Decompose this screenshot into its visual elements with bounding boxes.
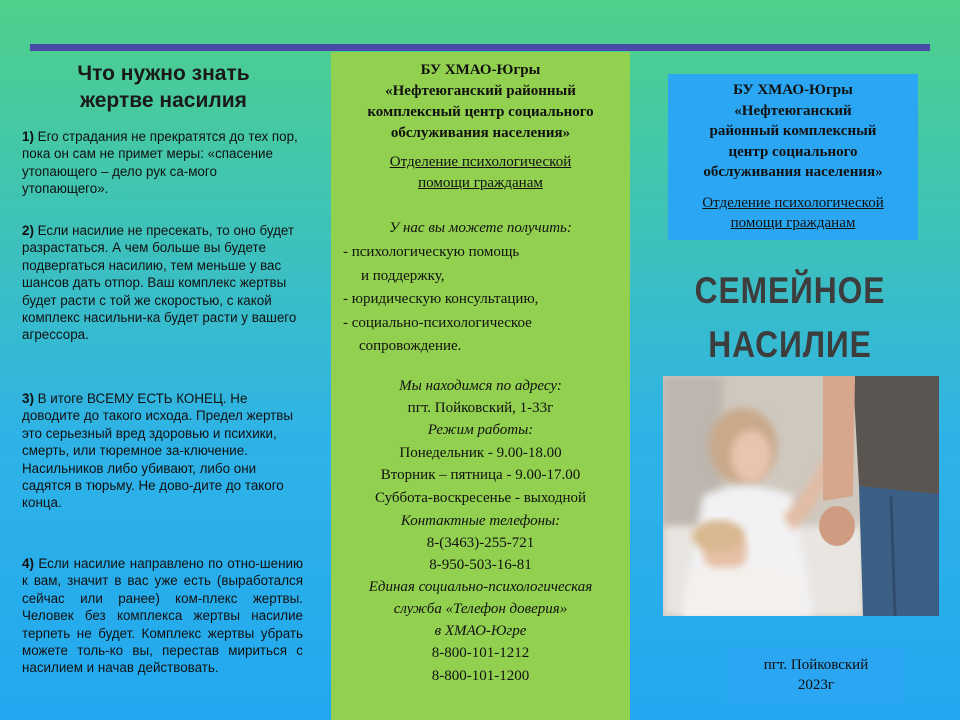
left-title (22, 58, 305, 114)
left-title-line1: Что нужно знать (77, 62, 250, 85)
top-divider-bar (30, 44, 930, 51)
service-item-2: - юридическую консультацию, (343, 291, 539, 307)
right-org-name (668, 80, 918, 183)
hotline-phone-1: 8-800-101-1212 (431, 645, 530, 661)
footer-year: 2023г (797, 677, 835, 693)
address-value: пгт. Пойковский, 1-33г (407, 400, 554, 416)
middle-org-name (331, 60, 630, 144)
brochure-title (678, 264, 902, 372)
right-org-line3: районный комплексный (709, 123, 877, 139)
advice-number-3: 3) (22, 391, 34, 406)
left-title-line2: жертве насилия (80, 89, 247, 112)
advice-text-4: Если насилие направлено по отно-шению к вам, значит в вас уже есть (выработался сейчас или ранее) ком-плекс жертвы. Человек без комплекса жертвы насилие терпеть не будет. Комплекс жертвы убрать можете толь-ко вы, перестав мириться с насилием и начав действовать. (22, 556, 303, 676)
brochure-title-line1: СЕМЕЙНОЕ (694, 270, 886, 311)
hotline-line2: служба «Телефон доверия» (393, 601, 568, 617)
advice-text-3: В итоге ВСЕМУ ЕСТЬ КОНЕЦ. Не доводите до такого исхода. Предел жертвы это серьезный вред здоровью и психики, смерть, или тюремное за-ключение. Насильников либо убивают, либо они садятся в тюрьму. Не дово-дите до такого конца. (22, 391, 294, 511)
family-violence-photo (663, 376, 939, 616)
footer-place: пгт. Пойковский (763, 657, 869, 673)
advice-number-2: 2) (22, 223, 34, 238)
middle-org-line2: «Нефтеюганский районный (385, 83, 576, 99)
photo-illustration (663, 376, 939, 616)
right-dept-line2: помощи гражданам (730, 215, 856, 231)
middle-department (331, 152, 630, 194)
service-item-1: - психологическую помощь (343, 244, 520, 260)
middle-dept-line2: помощи гражданам (418, 175, 543, 191)
middle-org-line4: обслуживания населения» (390, 125, 571, 141)
phone-1: 8-(3463)-255-721 (426, 535, 535, 551)
hours-weekend: Суббота-воскресенье - выходной (374, 490, 587, 506)
brochure-title-line2: НАСИЛИЕ (708, 324, 872, 365)
right-department (668, 193, 918, 233)
right-org-line2: «Нефтеюганский (734, 102, 852, 119)
right-org-line5: обслуживания населения» (703, 164, 883, 180)
advice-paragraph-1 (22, 128, 303, 198)
right-org-line1: БУ ХМАО-Югры (733, 82, 853, 98)
hotline-line1: Единая социально-психологическая (368, 579, 593, 595)
advice-number-4: 4) (22, 556, 34, 571)
advice-paragraph-2 (22, 222, 303, 344)
phone-2: 8-950-503-16-81 (429, 557, 532, 573)
advice-number-1: 1) (22, 129, 34, 144)
hotline-phone-2: 8-800-101-1200 (431, 668, 530, 684)
services-list (343, 241, 623, 359)
service-item-3: - социально-психологическое (343, 314, 532, 331)
right-org-line4: центр социального (728, 143, 858, 160)
service-item-1-cont: и поддержку, (361, 267, 445, 284)
right-dept-line1: Отделение психологической (702, 195, 884, 211)
middle-dept-line1: Отделение психологической (389, 154, 572, 170)
footer-box (727, 648, 905, 704)
left-column (22, 58, 305, 718)
phones-heading: Контактные телефоны: (400, 513, 561, 529)
service-item-3-cont: сопровождение. (359, 338, 462, 354)
advice-paragraph-3 (22, 390, 303, 512)
hours-heading: Режим работы: (427, 422, 534, 438)
middle-org-line3: комплексный центр социального (367, 104, 594, 120)
middle-column (331, 52, 630, 720)
address-heading: Мы находимся по адресу: (399, 378, 562, 394)
middle-org-line1: БУ ХМАО-Югры (420, 62, 541, 78)
hours-monday: Понедельник - 9.00-18.00 (399, 445, 562, 461)
advice-text-2: Если насилие не пресекать, то оно будет разрастаться. А чем больше вы будете подвергаться насилию, тем меньше у вас шансов дать отпор. Ваш комплекс жертвы будет расти с той же скоростью, с какой комплекс насильни-ка будет расти у вашего агрессора. (22, 223, 297, 343)
hotline-line3: в ХМАО-Югре (434, 623, 527, 639)
services-heading: У нас вы можете получить: (389, 220, 572, 236)
hours-tue-fri: Вторник – пятница - 9.00-17.00 (380, 467, 581, 483)
advice-paragraph-4 (22, 555, 303, 677)
right-org-box (668, 74, 918, 240)
advice-text-1: Его страдания не прекратятся до тех пор, пока он сам не примет меры: «спасение утопающего – дело рук са-мого утопающего». (22, 129, 298, 197)
